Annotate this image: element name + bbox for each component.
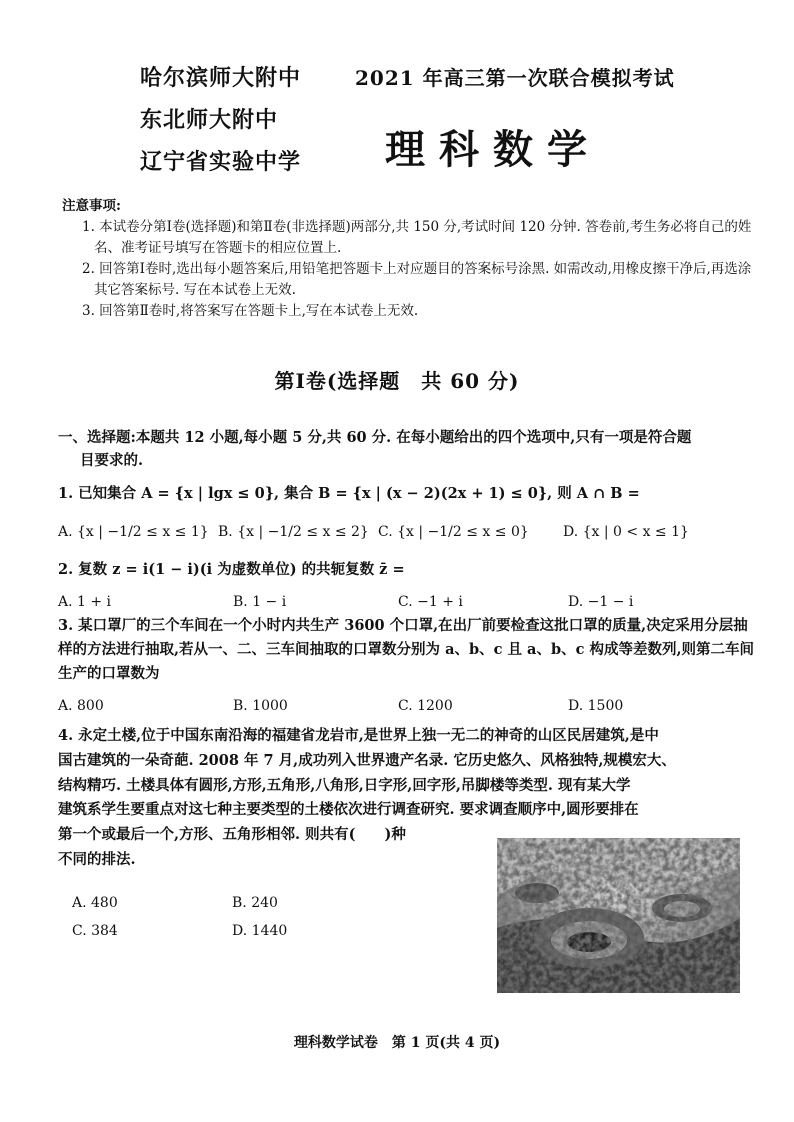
- part-instructions-line: 一、选择题:本题共 12 小题,每小题 5 分,共 60 分. 在每小题给出的四个选项中,只有一项是符合题: [58, 429, 692, 446]
- part-instructions-line: 目要求的.: [80, 452, 144, 469]
- option-d: D. 1500: [568, 698, 624, 714]
- option-c: C. 384: [72, 923, 118, 939]
- option-b: B. {x | −1/2 ≤ x ≤ 2}: [218, 524, 369, 540]
- question-options: [58, 694, 758, 718]
- option-b: B. 240: [232, 895, 278, 911]
- question-stem: 1. 已知集合 A = {x | lgx ≤ 0}, 集合 B = {x | (x − 2)(2x + 1) ≤ 0}, 则 A ∩ B =: [58, 485, 640, 502]
- question-stem-line: 建筑系学生要重点对这七种主要类型的土楼依次进行调查研究. 要求调查顺序中,圆形要排在: [58, 801, 639, 819]
- exam-title: 2021 年高三第一次联合模拟考试: [355, 66, 675, 90]
- question-stem-line: 结构精巧. 土楼具体有圆形,方形,五角形,八角形,日字形,回字形,吊脚楼等类型. 现有某大学: [58, 776, 631, 794]
- question-stem: 3. 某口罩厂的三个车间在一个小时内共生产 3600 个口罩,在出厂前要检查这批口罩的质量,决定采用分层抽样的方法进行抽取,若从一、二、三车间抽取的口罩数分别为 a、b、c 且 a、b、c 构成等差数列,则第二车间生产的口罩数为: [58, 617, 755, 682]
- notice-item: 3. 回答第Ⅱ卷时,将答案写在答题卡上,写在本试卷上无效.: [82, 303, 419, 319]
- option-c: C. {x | −1/2 ≤ x ≤ 0}: [378, 524, 529, 540]
- school-name: 辽宁省实验中学: [140, 150, 302, 175]
- school-name: 东北师大附中: [140, 108, 279, 133]
- page-footer: 理科数学试卷 第 1 页(共 4 页): [293, 1035, 501, 1051]
- option-b: B. 1000: [233, 698, 288, 714]
- tulou-photo: [497, 838, 740, 993]
- notice-title: 注意事项:: [62, 198, 121, 214]
- option-b: B. 1 − i: [233, 594, 287, 610]
- question-stem-line: 第一个或最后一个,方形、五角形相邻. 则共有( )种: [58, 826, 406, 844]
- section-title: 第Ⅰ卷(选择题 共 60 分): [274, 369, 520, 393]
- notice-block: [62, 196, 752, 322]
- part-instructions: [58, 426, 758, 472]
- question-1: [58, 482, 758, 544]
- option-a: A. 1 + i: [58, 594, 112, 610]
- subject-title: 理科数学: [385, 126, 601, 173]
- question-stem-line: 不同的排法.: [58, 850, 136, 868]
- question-stem: 2. 复数 z = i(1 − i)(i 为虚数单位) 的共轭复数 z̄ =: [58, 561, 405, 578]
- option-a: A. {x | −1/2 ≤ x ≤ 1}: [58, 524, 209, 540]
- option-c: C. −1 + i: [398, 594, 463, 610]
- notice-item: 1. 本试卷分第Ⅰ卷(选择题)和第Ⅱ卷(非选择题)两部分,共 150 分,考试时间 120 分钟. 答卷前,考生务必将自己的姓名、准考证号填写在答题卡的相应位置上.: [82, 219, 752, 256]
- question-options: [58, 520, 758, 544]
- option-d: D. 1440: [232, 923, 288, 939]
- notice-item: 2. 回答第Ⅰ卷时,选出每小题答案后,用铅笔把答题卡上对应题目的答案标号涂黑. 如需改动,用橡皮擦干净后,再选涂其它答案标号. 写在本试卷上无效.: [82, 261, 752, 298]
- question-2: [58, 558, 758, 614]
- question-stem-line: 4. 永定土楼,位于中国东南沿海的福建省龙岩市,是世界上独一无二的神奇的山区民居建筑,是中: [58, 727, 659, 744]
- option-d: D. −1 − i: [568, 594, 634, 610]
- option-a: A. 480: [72, 895, 118, 911]
- option-a: A. 800: [58, 698, 104, 714]
- school-name: 哈尔滨师大附中: [140, 66, 302, 91]
- question-options: [58, 590, 758, 614]
- question-stem-line: 国古建筑的一朵奇葩. 2008 年 7 月,成功列入世界遗产名录. 它历史悠久、风格独特,规模宏大、: [58, 751, 676, 769]
- question-options: [72, 889, 372, 945]
- option-c: C. 1200: [398, 698, 453, 714]
- school-list: [140, 58, 340, 184]
- option-d: D. {x | 0 < x ≤ 1}: [563, 524, 689, 540]
- question-3: [58, 614, 758, 718]
